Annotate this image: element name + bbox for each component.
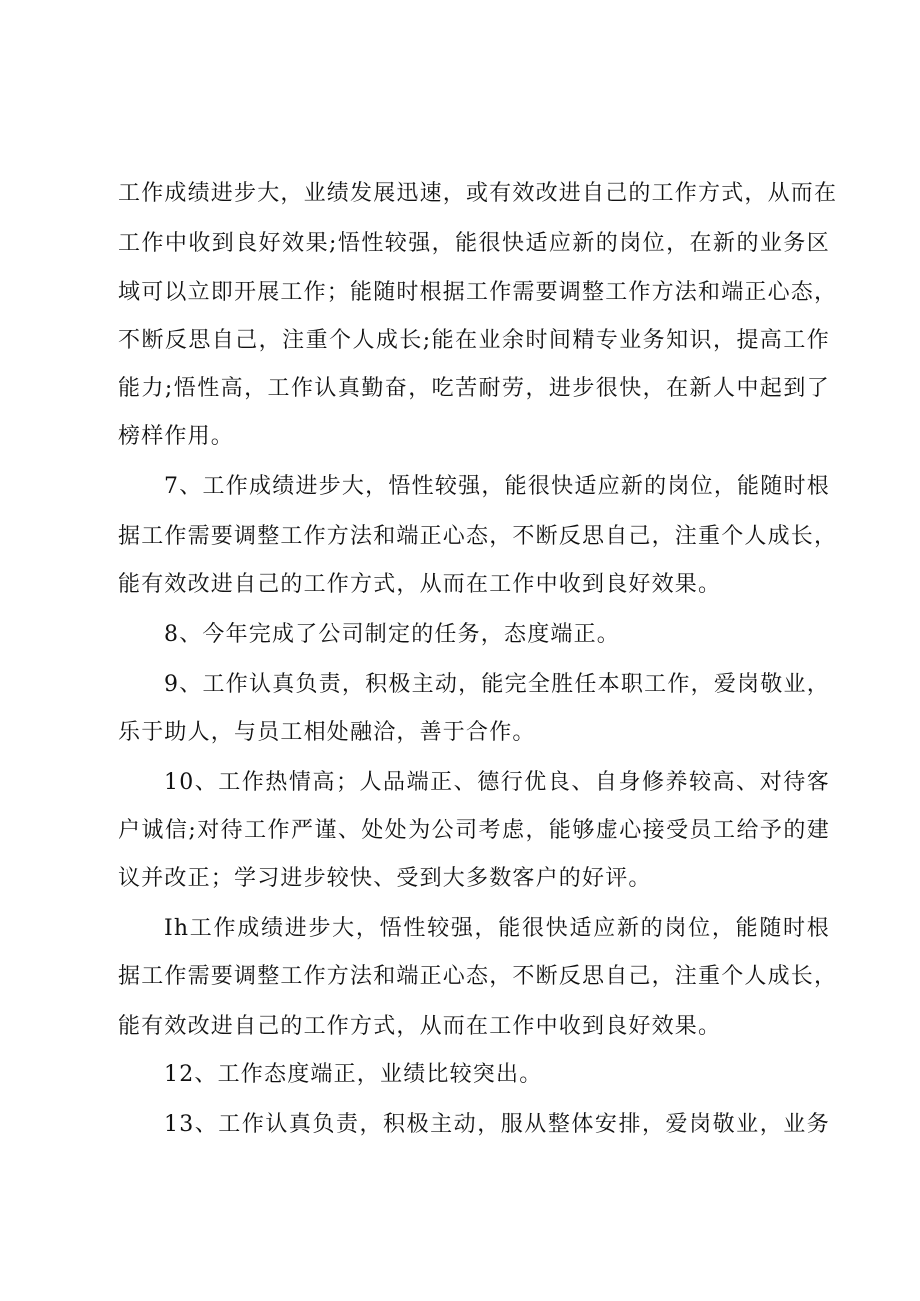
text-line-2: 工作中收到良好效果;悟性较强，能很快适应新的岗位，在新的业务区 bbox=[118, 231, 830, 256]
text-line-5: 能力;悟性高，工作认真勤奋，吃苦耐劳，进步很快，在新人中起到了 bbox=[118, 376, 830, 401]
paragraph-7-line-3: 能有效改进自己的工作方式，从而在工作中收到良好效果。 bbox=[118, 572, 722, 597]
paragraph-9-line-1: 9、工作认真负责，积极主动，能完全胜任本职工作，爱岗敬业， bbox=[164, 672, 830, 697]
paragraph-9-line-2: 乐于助人，与员工相处融洽，善于合作。 bbox=[118, 720, 536, 745]
paragraph-7-line-2: 据工作需要调整工作方法和端正心态，不断反思自己，注重个人成长， bbox=[118, 524, 838, 549]
paragraph-10-line-1: 10、工作热情高；人品端正、德行优良、自身修养较高、对待客 bbox=[164, 770, 830, 795]
paragraph-12-line-1: 12、工作态度端正，业绩比较突出。 bbox=[164, 1062, 543, 1087]
paragraph-7-line-1: 7、工作成绩进步大，悟性较强，能很快适应新的岗位，能随时根 bbox=[164, 474, 830, 499]
text-line-4: 不断反思自己，注重个人成长;能在业余时间精专业务知识，提高工作 bbox=[118, 328, 830, 353]
text-line-6: 榜样作用。 bbox=[118, 424, 235, 449]
paragraph-13-line-1: 13、工作认真负责，积极主动，服从整体安排，爱岗敬业，业务 bbox=[164, 1112, 830, 1137]
paragraph-10-line-2: 户诚信;对待工作严谨、处处为公司考虑，能够虚心接受员工给予的建 bbox=[118, 818, 830, 843]
paragraph-10-line-3: 议并改正；学习进步较快、受到大多数客户的好评。 bbox=[118, 866, 652, 891]
paragraph-11-line-2: 据工作需要调整工作方法和端正心态，不断反思自己，注重个人成长， bbox=[118, 964, 838, 989]
paragraph-11-line-1: Ih工作成绩进步大，悟性较强，能很快适应新的岗位，能随时根 bbox=[164, 916, 830, 941]
paragraph-8-line-1: 8、今年完成了公司制定的任务，态度端正。 bbox=[164, 622, 620, 647]
text-line-1: 工作成绩进步大，业绩发展迅速，或有效改进自己的工作方式，从而在 bbox=[118, 181, 838, 206]
text-line-3: 域可以立即开展工作；能随时根据工作需要调整工作方法和端正心态， bbox=[118, 280, 838, 305]
paragraph-11-line-3: 能有效改进自己的工作方式，从而在工作中收到良好效果。 bbox=[118, 1014, 722, 1039]
